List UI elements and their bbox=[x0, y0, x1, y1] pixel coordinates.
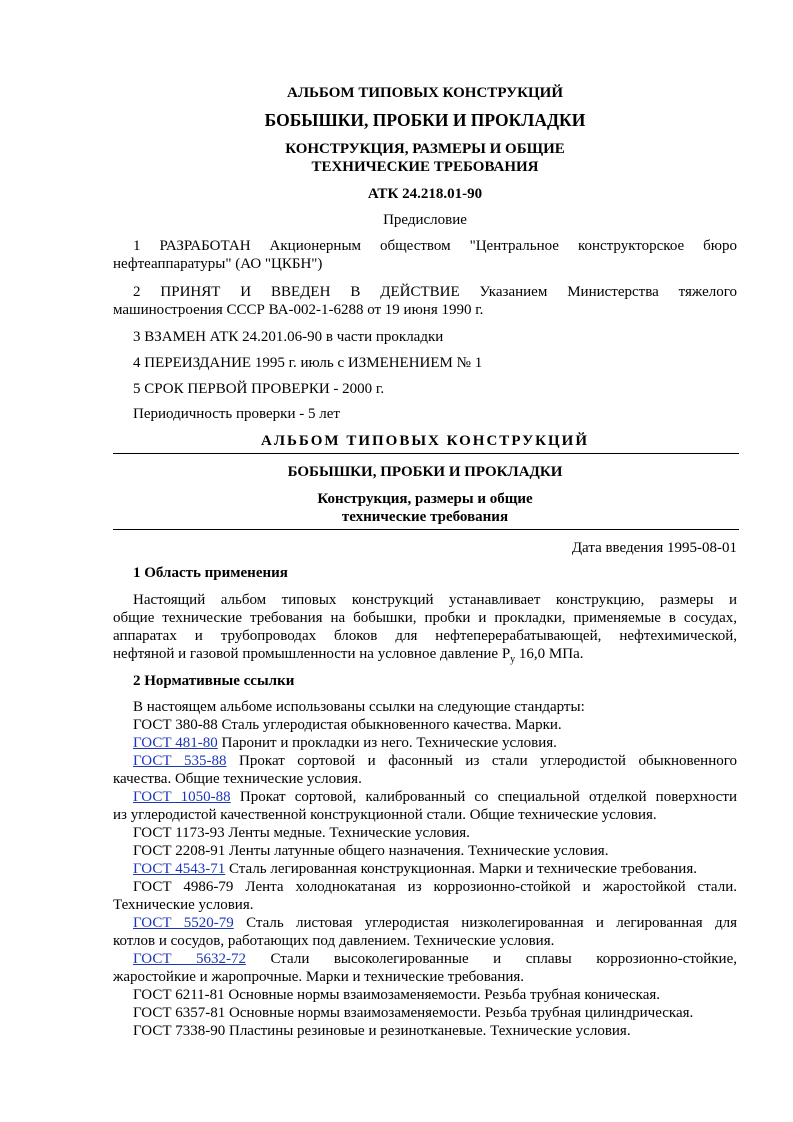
section-2-intro: В настоящем альбоме использованы ссылки на следующие стандарты: bbox=[133, 699, 585, 715]
section-2-refs: В настоящем альбоме использованы ссылки на следующие стандарты: ГОСТ 380-88 Сталь углеродистая обыкновенного качества. Марки. ГОСТ 481-80 Паронит и прокладки из него. Технические условия. ГОСТ 535-88 Прокат сортовой и фасонный из стали углеродистой обыкновенного качества. Общие технические условия. ГОСТ 1050-88 Прокат сортовой, калиброванный со специальной отделкой поверхности из углеродистой качественной конструкционной стали. Общие технические условия. ГОСТ 1173-93 Ленты медные. Технические условия. ГОСТ 2208-91 Ленты латунные общего назначения. Технические условия. ГОСТ 4543-71 Сталь легированная конструкционная. Марки и технические требования. ГОСТ 4986-79 Лента холоднокатаная из коррозионно-стойкой и жаростойкой стали. Технические условия. ГОСТ 5520-79 Сталь листовая углеродистая низколегированная и легированная для котлов и сосудов, работающих под давлением. Технические условия. ГОСТ 5632-72 Стали высоколегированные и сплавы коррозионно-стойкие, жаростойкие и жаропрочные. Марки и технические требования. ГОСТ 6211-81 Основные нормы взаимозаменяемости. Резьба трубная коническая. ГОСТ 6357-81 Основные нормы взаимозаменяемости. Резьба трубная цилиндрическая. ГОСТ 7338-90 Пластины резиновые и резинотканевые. Технические условия. bbox=[113, 699, 737, 1039]
ref-gost-2208: ГОСТ 2208-91 Ленты латунные общего назначения. Технические условия. bbox=[133, 843, 609, 859]
ref-gost-1173: ГОСТ 1173-93 Ленты медные. Технические условия. bbox=[133, 825, 470, 841]
ref-gost-5632: ГОСТ 5632-72 Стали высоколегированные и сплавы коррозионно-стойкие, bbox=[133, 951, 737, 967]
ref-gost-4986: ГОСТ 4986-79 Лента холоднокатаная из коррозионно-стойкой и жаростойкой стали. bbox=[133, 879, 737, 895]
section-1-last-line: нефтяной и газовой промышленности на условное давление $P_у$ 16,0 МПа. bbox=[113, 646, 584, 665]
header-subtitle-line1: Конструкция, размеры и общие bbox=[317, 491, 533, 507]
ref-gost-380: ГОСТ 380-88 Сталь углеродистая обыкновенного качества. Марки. bbox=[133, 717, 562, 733]
section-2-heading: 2 Нормативные ссылки bbox=[133, 673, 295, 689]
ref-gost-535: ГОСТ 535-88 Прокат сортовой и фасонный из стали углеродистой обыкновенного bbox=[133, 753, 737, 769]
preface-item-5: 5 СРОК ПЕРВОЙ ПРОВЕРКИ - 2000 г. bbox=[133, 381, 385, 397]
header-divider bbox=[113, 453, 739, 454]
header-title: БОБЫШКИ, ПРОБКИ И ПРОКЛАДКИ bbox=[287, 464, 563, 480]
preface-item-2: 2 ПРИНЯТ И ВВЕДЕН В ДЕЙСТВИЕ Указанием Министерства тяжелого машиностроения СССР ВА-002-1-6288 от 19 июня 1990 г. bbox=[113, 284, 737, 318]
gost-5632-link[interactable]: ГОСТ 5632-72 bbox=[133, 951, 246, 967]
ref-gost-481: ГОСТ 481-80 Паронит и прокладки из него. Технические условия. bbox=[133, 735, 557, 751]
preface-periodicity: Периодичность проверки - 5 лет bbox=[133, 406, 340, 422]
section-1-heading: 1 Область применения bbox=[133, 565, 288, 581]
doc-subtitle-line2: ТЕХНИЧЕСКИЕ ТРЕБОВАНИЯ bbox=[311, 159, 539, 175]
gost-481-link[interactable]: ГОСТ 481-80 bbox=[133, 735, 218, 751]
gost-4543-link[interactable]: ГОСТ 4543-71 bbox=[133, 861, 226, 877]
ref-gost-1050: ГОСТ 1050-88 Прокат сортовой, калиброванный со специальной отделкой поверхности bbox=[133, 789, 737, 805]
gost-535-link[interactable]: ГОСТ 535-88 bbox=[133, 753, 227, 769]
album-title: АЛЬБОМ ТИПОВЫХ КОНСТРУКЦИЙ bbox=[287, 85, 563, 101]
header-subtitle-line2: технические требования bbox=[341, 509, 509, 525]
section-1-text: Настоящий альбом типовых конструкций устанавливает конструкцию, размеры и общие технические требования на бобышки, пробки и прокладки, применяемые в сосудах, аппаратах и трубопроводах блоков для нефтеперерабатывающей, нефтехимической, нефтяной и газовой промышленности на условное давление $P_у$ 16,0 МПа. bbox=[113, 591, 737, 669]
preface-heading: Предисловие bbox=[383, 212, 467, 228]
preface-item-3: 3 ВЗАМЕН АТК 24.201.06-90 в части прокладки bbox=[133, 329, 444, 345]
gost-5520-link[interactable]: ГОСТ 5520-79 bbox=[133, 915, 234, 931]
preface-item-1: 1 РАЗРАБОТАН Акционерным обществом "Центральное конструкторское бюро нефтеаппаратуры" (АО "ЦКБН") bbox=[113, 238, 737, 272]
album-header: АЛЬБОМ ТИПОВЫХ КОНСТРУКЦИЙ bbox=[261, 433, 589, 449]
intro-date: Дата введения 1995-08-01 bbox=[571, 540, 737, 556]
ref-gost-6357: ГОСТ 6357-81 Основные нормы взаимозаменяемости. Резьба трубная цилиндрическая. bbox=[133, 1005, 694, 1021]
preface-item-4: 4 ПЕРЕИЗДАНИЕ 1995 г. июль с ИЗМЕНЕНИЕМ № 1 bbox=[133, 355, 483, 371]
ref-gost-4543: ГОСТ 4543-71 Сталь легированная конструкционная. Марки и технические требования. bbox=[133, 861, 697, 877]
header-divider-bottom bbox=[113, 529, 739, 530]
ref-gost-5520: ГОСТ 5520-79 Сталь листовая углеродистая низколегированная и легированная для bbox=[133, 915, 737, 931]
doc-code: АТК 24.218.01-90 bbox=[367, 186, 483, 202]
doc-title: БОБЫШКИ, ПРОБКИ И ПРОКЛАДКИ bbox=[264, 110, 586, 130]
ref-gost-7338: ГОСТ 7338-90 Пластины резиновые и резинотканевые. Технические условия. bbox=[133, 1023, 631, 1039]
doc-subtitle-line1: КОНСТРУКЦИЯ, РАЗМЕРЫ И ОБЩИЕ bbox=[285, 141, 565, 157]
ref-gost-6211: ГОСТ 6211-81 Основные нормы взаимозаменяемости. Резьба трубная коническая. bbox=[133, 987, 661, 1003]
gost-1050-link[interactable]: ГОСТ 1050-88 bbox=[133, 789, 231, 805]
